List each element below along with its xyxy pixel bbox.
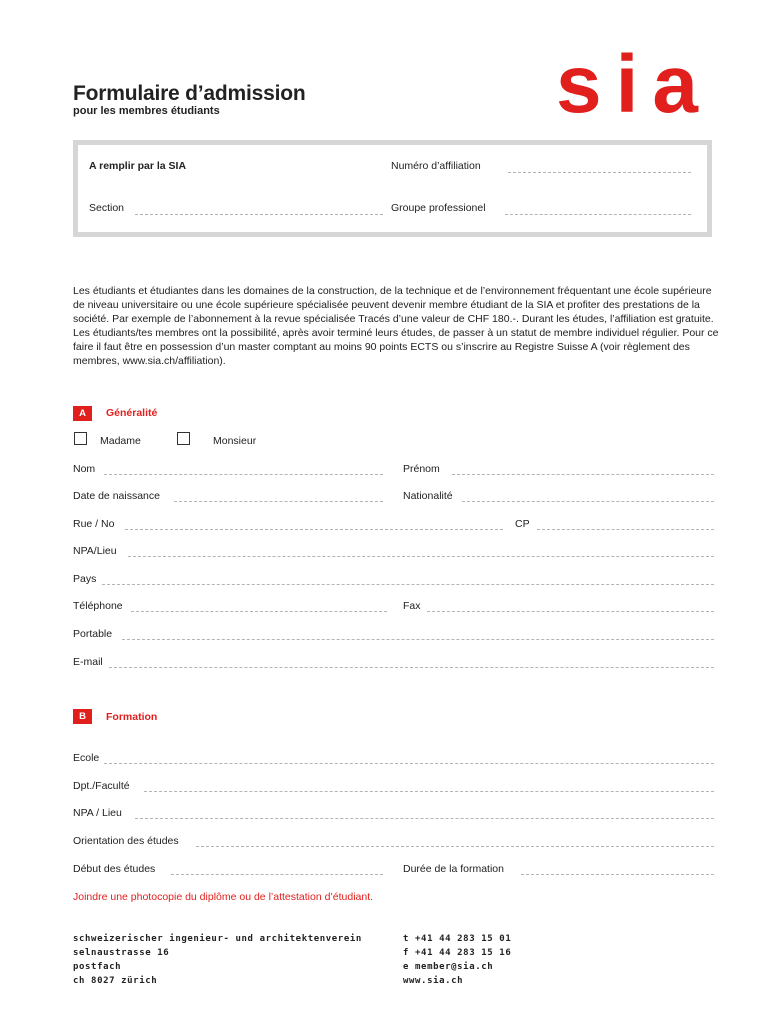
section-label: Section [89, 202, 125, 214]
madame-label: Madame [100, 435, 141, 447]
affiliation-number-label: Numéro d’affiliation [391, 160, 481, 172]
sia-box-heading: A remplir par la SIA [89, 160, 187, 172]
sia-logo-text: sia [556, 46, 712, 122]
professional-group-field[interactable] [505, 214, 691, 215]
cp-label: CP [515, 518, 530, 530]
nom-label: Nom [73, 463, 96, 475]
pays-label: Pays [73, 573, 97, 585]
footer-website-link[interactable]: www.sia.ch [403, 976, 464, 986]
cp-field[interactable] [537, 529, 714, 530]
study-duration-field[interactable] [521, 874, 714, 875]
phone-label: Téléphone [73, 600, 123, 612]
fax-label: Fax [403, 600, 421, 612]
email-field[interactable] [109, 667, 714, 668]
sia-logo [548, 46, 720, 122]
prenom-field[interactable] [452, 474, 714, 475]
npa-lieu-label: NPA/Lieu [73, 545, 117, 557]
phone-field[interactable] [131, 611, 387, 612]
footer-address-line: ch 8027 zürich [73, 976, 158, 986]
nationality-label: Nationalité [403, 490, 453, 502]
school-field[interactable] [104, 763, 714, 764]
birthdate-field[interactable] [174, 501, 383, 502]
nationality-field[interactable] [462, 501, 714, 502]
footer-address [73, 932, 362, 988]
sia-office-box [73, 140, 712, 237]
monsieur-checkbox[interactable] [177, 432, 190, 445]
prenom-label: Prénom [403, 463, 440, 475]
school-label: Ecole [73, 752, 100, 764]
section-a-badge: A [73, 406, 92, 421]
footer-email-link[interactable]: e member@sia.ch [403, 962, 494, 972]
attachment-note: Joindre une photocopie du diplôme ou de l’attestation d’étudiant. [73, 891, 374, 903]
street-field[interactable] [125, 529, 503, 530]
birthdate-label: Date de naissance [73, 490, 160, 502]
footer-address-line: postfach [73, 962, 122, 972]
fax-field[interactable] [427, 611, 714, 612]
study-duration-label: Durée de la formation [403, 863, 504, 875]
pays-field[interactable] [102, 584, 714, 585]
npa-lieu-field[interactable] [128, 556, 714, 557]
nom-field[interactable] [104, 474, 383, 475]
mobile-label: Portable [73, 628, 113, 640]
page-subtitle: pour les membres étudiants [73, 105, 220, 117]
intro-paragraph: Les étudiants et étudiantes dans les domaines de la construction, de la technique et de l’environnement fréquentant une école supérieure de niveau universitaire ou une école supérieure spécialisée peuvent devenir membre étudiant de la SIA et profiter des prestations de la société. Par exemple de l’abonnement à la revue spécialisée Tracés d’une valeur de CHF 180.-. Durant les études, l’affiliation est gratuite. Les étudiants/tes membres ont la possibilité, après avoir terminé leurs études, de passer à un statut de membre individuel régulier. Pour ce faire il faut être en possession d’un master comptant au moins 90 points ECTS ou s’inscrire au Registre Suisse A (voir règlement des membres, www.sia.ch/affiliation). [73, 285, 719, 367]
study-start-field[interactable] [171, 874, 383, 875]
study-orientation-field[interactable] [196, 846, 714, 847]
footer-fax: f +41 44 283 15 16 [403, 948, 512, 958]
professional-group-label: Groupe professionel [391, 202, 486, 214]
footer-address-line: selnaustrasse 16 [73, 948, 170, 958]
study-orientation-label: Orientation des études [73, 835, 179, 847]
affiliation-number-field[interactable] [508, 172, 691, 173]
section-b-badge: B [73, 709, 92, 724]
section-b-title: Formation [106, 711, 158, 723]
section-field[interactable] [135, 214, 383, 215]
school-npa-lieu-field[interactable] [135, 818, 714, 819]
page-title: Formulaire d’admission [73, 82, 306, 105]
school-npa-lieu-label: NPA / Lieu [73, 807, 122, 819]
footer-phone: t +41 44 283 15 01 [403, 934, 512, 944]
street-label: Rue / No [73, 518, 115, 530]
faculty-field[interactable] [144, 791, 714, 792]
footer-contact [403, 932, 511, 988]
intro-text [73, 284, 723, 368]
madame-checkbox[interactable] [74, 432, 87, 445]
mobile-field[interactable] [122, 639, 714, 640]
email-label: E-mail [73, 656, 103, 668]
monsieur-label: Monsieur [213, 435, 257, 447]
footer-address-line: schweizerischer ingenieur- und architektenverein [73, 934, 362, 944]
study-start-label: Début des études [73, 863, 156, 875]
faculty-label: Dpt./Faculté [73, 780, 130, 792]
section-a-title: Généralité [106, 407, 158, 419]
